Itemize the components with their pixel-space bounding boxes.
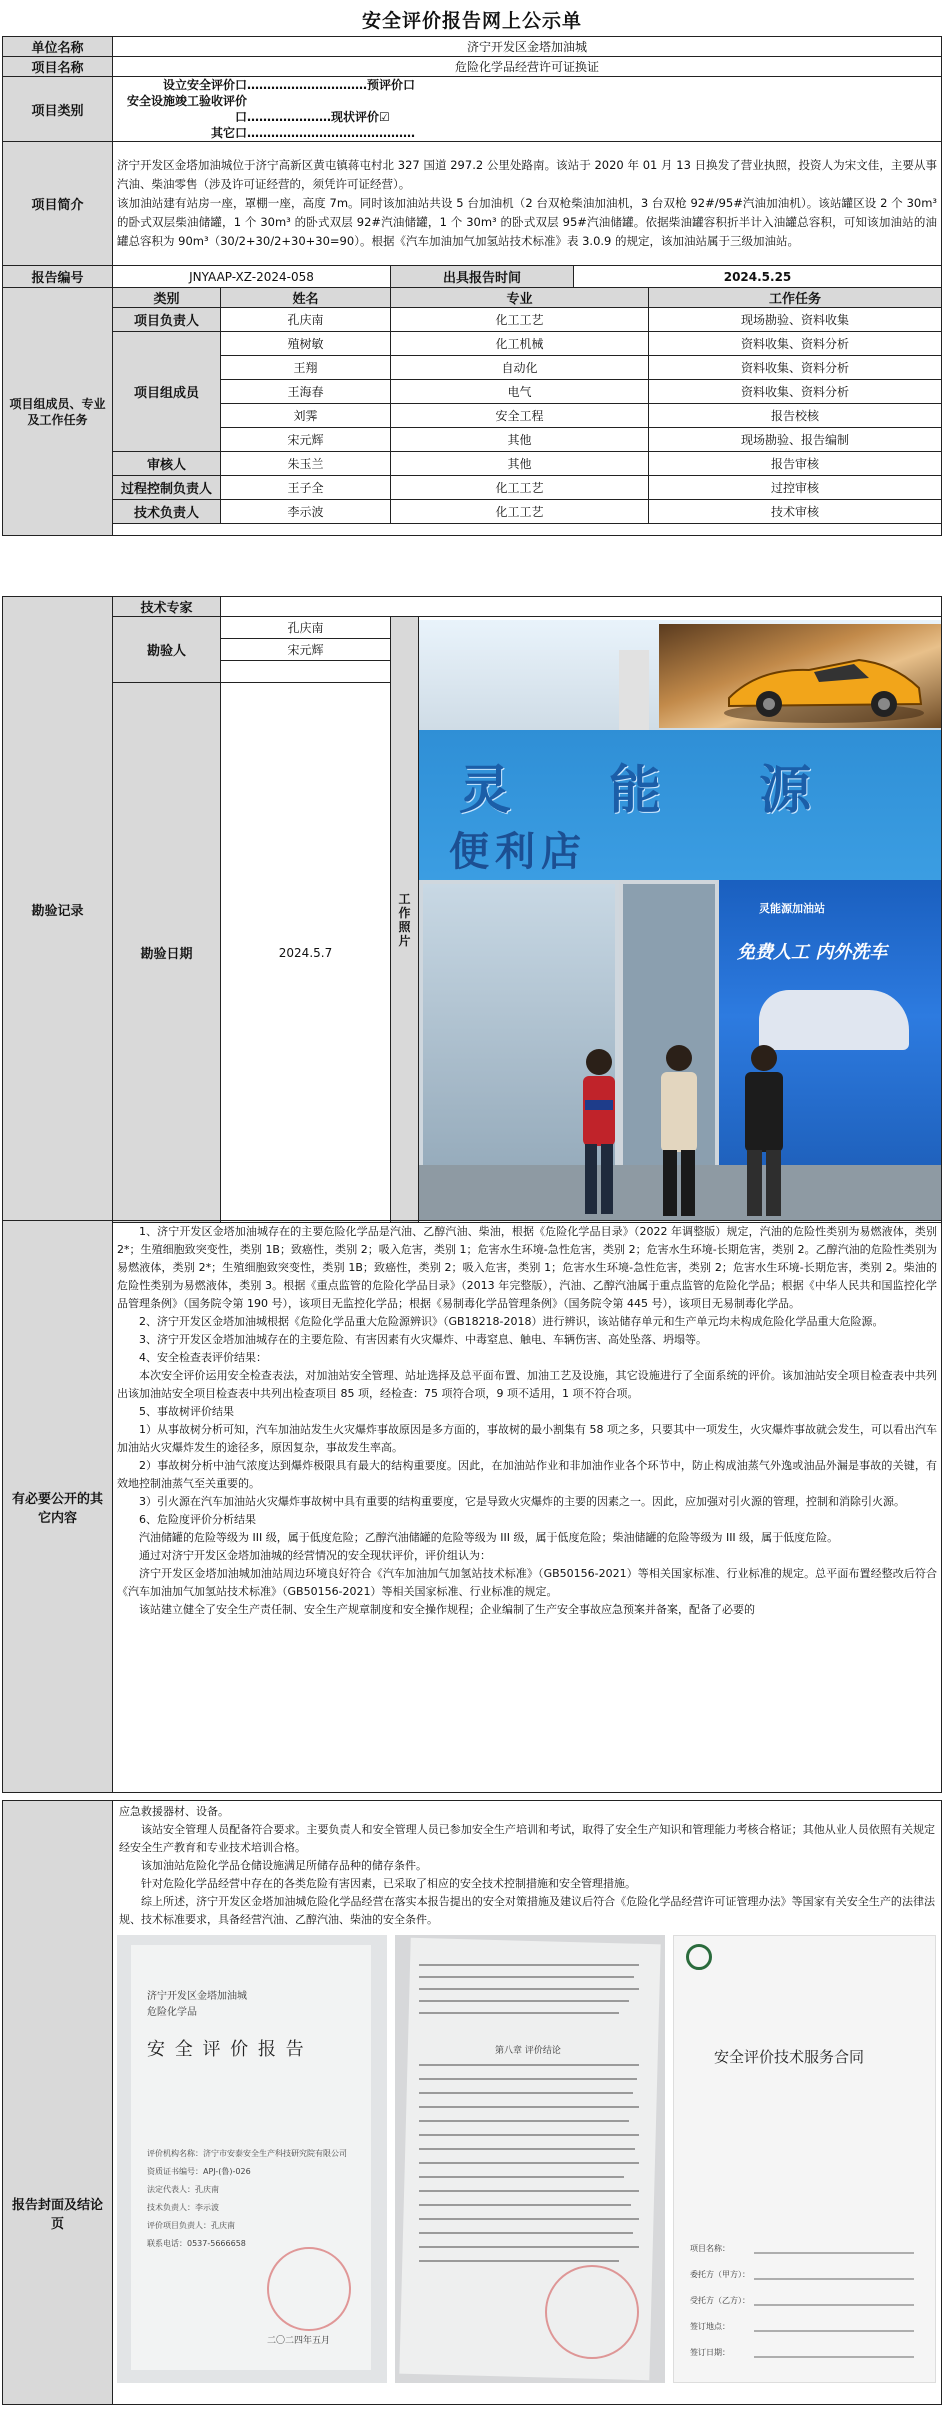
- tech-label: 技术负责人: [113, 500, 221, 524]
- reviewer-major: 其他: [391, 452, 649, 476]
- disclosure-paragraph: 1）从事故树分析可知，汽车加油站发生火灾爆炸事故原因是多方面的，事故树的最小割集有 58 项之多，只要其中一项发生，火灾爆炸事故就会发生，可以看出汽车加油站火灾爆炸发生的途径多，原因复杂，事故发生率高。: [117, 1423, 937, 1454]
- member-task: 现场勘验、报告编制: [649, 428, 942, 452]
- reviewer-task: 报告审核: [649, 452, 942, 476]
- report-cover-image: [117, 1935, 387, 2383]
- team-header-task: 工作任务: [649, 288, 942, 308]
- conclusion-page-image: [395, 1935, 665, 2383]
- member-name: 王海春: [221, 380, 391, 404]
- poster-text: 免费人工 内外洗车: [737, 941, 888, 963]
- intro-paragraph: 济宁开发区金塔加油城位于济宁高新区黄屯镇蒋屯村北 327 国道 297.2 公里处路南。该站于 2020 年 01 月 13 日换发了营业执照，投资人为宋文佳，主要从事汽油、柴油零售（涉及许可证经营的，须凭许可证经营）。: [117, 158, 938, 191]
- project-type-option: 安全设施竣工验收评价口…………………现状评价☑: [126, 94, 390, 124]
- intro-label: 项目简介: [3, 142, 113, 266]
- store-sign-sub: 便利店: [449, 828, 587, 875]
- reviewer-name: 朱玉兰: [221, 452, 391, 476]
- team-header-major: 专业: [391, 288, 649, 308]
- project-type-label: 项目类别: [3, 77, 113, 142]
- conclusion-seal: [545, 2265, 639, 2359]
- leader-task: 现场勘验、资料收集: [649, 308, 942, 332]
- surveyor-name: [221, 661, 391, 683]
- member-major: 自动化: [391, 356, 649, 380]
- conclusion-paragraph: 综上所述，济宁开发区金塔加油城危险化学品经营在落实本报告提出的安全对策措施及建议后符合《危险化学品经营许可证管理办法》等国家有关安全生产的法律法规、技术标准要求，具备经营汽油、乙醇汽油、柴油的安全条件。: [119, 1895, 935, 1926]
- tech-task: 技术审核: [649, 500, 942, 524]
- survey-table: [2, 596, 942, 1223]
- surveyor-name: 孔庆南: [221, 617, 391, 639]
- member-major: 其他: [391, 428, 649, 452]
- sports-car-image: [719, 638, 929, 728]
- disclosure-paragraph: 2）事故树分析中油气浓度达到爆炸极限具有最大的结构重要度。因此，在加油站作业和非加油作业各个环节中，防止构成油蒸气外逸或油品外漏是事故的关键，有效地控制油蒸气至关重要的。: [117, 1459, 937, 1490]
- poster-brand: 灵能源加油站: [759, 901, 825, 915]
- disclosure-paragraph: 济宁开发区金塔加油城加油站周边环境良好符合《汽车加油加气加氢站技术标准》（GB50156-2021）等相关国家标准、行业标准的规定。总平面布置经整改后符合《汽车加油加气加氢站技术标准》（GB50156-2021）等相关国家标准、行业标准的规定。: [117, 1567, 937, 1598]
- disclosure-paragraph: 3）引火源在汽车加油站火灾爆炸事故树中具有重要的结构重要度，它是导致火灾爆炸的主要的因素之一。因此，应加强对引火源的管理，控制和消除引火源。: [139, 1495, 905, 1508]
- page-title: 安全评价报告网上公示单: [361, 10, 582, 32]
- disclosure-paragraph: 本次安全评价运用安全检查表法，对加油站安全管理、站址选择及总平面布置、加油工艺及设施，其它设施进行了全面系统的评价。该加油站安全项目检查表中共列出该加油站安全项目检查表中共列出检查项目 85 项，经检查：75 项符合项，9 项不适用，1 项不符合项。: [117, 1369, 937, 1400]
- member-name: 宋元辉: [221, 428, 391, 452]
- member-major: 化工机械: [391, 332, 649, 356]
- cover-line: 评价机构名称：济宁市安泰安全生产科技研究院有限公司: [147, 2149, 347, 2158]
- cover-cell: [113, 1801, 942, 2405]
- project-name-value: 危险化学品经营许可证换证: [113, 57, 942, 77]
- cover-line: 资质证书编号：APJ-(鲁)-026: [147, 2167, 251, 2176]
- team-header-type: 类别: [113, 288, 221, 308]
- member-name: 殖树敏: [221, 332, 391, 356]
- info-table: [2, 36, 942, 536]
- cover-images: [113, 1931, 941, 2387]
- cover-line: 评价项目负责人：孔庆南: [147, 2221, 235, 2230]
- issue-time-value: 2024.5.25: [574, 266, 942, 288]
- photo-label: 工作照片: [391, 617, 419, 1223]
- member-major: 安全工程: [391, 404, 649, 428]
- conclusion-paragraph: 应急救援器材、设备。: [119, 1805, 229, 1818]
- disclosure-paragraph: 5、事故树评价结果: [139, 1405, 234, 1418]
- disclosure-label: 有必要公开的其它内容: [3, 1221, 113, 1793]
- member-task: 资料收集、资料分析: [649, 380, 942, 404]
- staff-people-image: [559, 1040, 819, 1220]
- disclosure-text: [113, 1221, 942, 1793]
- leader-name: 孔庆南: [221, 308, 391, 332]
- cover-line: 法定代表人：孔庆南: [147, 2185, 219, 2194]
- contract-line: 签订地点：: [690, 2322, 730, 2331]
- member-name: 刘霁: [221, 404, 391, 428]
- survey-label: 勘验记录: [3, 597, 113, 1223]
- cover-line: 联系电话：0537-5666658: [147, 2239, 246, 2248]
- cover-sub: 危险化学品: [147, 2007, 197, 2018]
- disclosure-paragraph: 该站建立健全了安全生产责任制、安全生产规章制度和安全操作规程；企业编制了生产安全事故应急预案并备案，配备了必要的: [139, 1603, 755, 1616]
- reviewer-label: 审核人: [113, 452, 221, 476]
- report-no-value: JNYAAP-XZ-2024-058: [113, 266, 391, 288]
- contract-line: 签订日期：: [690, 2348, 730, 2357]
- tech-major: 化工工艺: [391, 500, 649, 524]
- expert-value: [221, 597, 942, 617]
- cover-date: 二〇二四年五月: [267, 2336, 331, 2346]
- conclusion-paragraph: 该加油站危险化学品仓储设施满足所储存品种的储存条件。: [141, 1859, 427, 1872]
- member-task: 资料收集、资料分析: [649, 332, 942, 356]
- conclusion-heading: 第八章 评价结论: [495, 2046, 561, 2056]
- contract-logo-icon: [686, 1944, 712, 1970]
- project-type-options: [113, 77, 942, 142]
- store-sign-text: 灵 能 源: [459, 760, 852, 821]
- project-type-option: 其它口……………………………………: [210, 126, 415, 140]
- cover-line: 技术负责人：李示波: [147, 2203, 219, 2212]
- pump-column: [619, 650, 649, 730]
- team-header-name: 姓名: [221, 288, 391, 308]
- cover-seal: [267, 2247, 351, 2331]
- project-type-option: 设立安全评价口…………………………预评价口: [162, 78, 416, 92]
- work-photo: [419, 617, 942, 1223]
- process-name: 王子全: [221, 476, 391, 500]
- contract-line: 项目名称：: [690, 2244, 730, 2253]
- tech-name: 李示波: [221, 500, 391, 524]
- survey-date-value: 2024.5.7: [221, 683, 391, 1223]
- spacer: [113, 524, 942, 536]
- disclosure-paragraph: 6、危险度评价分析结果: [139, 1513, 256, 1526]
- expert-label: 技术专家: [113, 597, 221, 617]
- disclosure-paragraph: 汽油储罐的危险等级为 III 级，属于低度危险；乙醇汽油储罐的危险等级为 III 级，属于低度危险；柴油储罐的危险等级为 III 级，属于低度危险。: [139, 1531, 839, 1544]
- survey-date-label: 勘验日期: [113, 683, 221, 1223]
- cover-table: [2, 1800, 942, 2405]
- team-label: 项目组成员、专业及工作任务: [3, 288, 113, 536]
- conclusion-text: [113, 1801, 941, 1931]
- cover-org: 济宁开发区金塔加油城: [147, 1991, 247, 2002]
- member-name: 王翔: [221, 356, 391, 380]
- cover-title: 安 全 评 价 报 告: [147, 2039, 306, 2060]
- member-major: 电气: [391, 380, 649, 404]
- contract-title: 安全评价技术服务合同: [714, 2048, 865, 2066]
- member-task: 报告校核: [649, 404, 942, 428]
- report-no-label: 报告编号: [3, 266, 113, 288]
- process-major: 化工工艺: [391, 476, 649, 500]
- contract-underlines: [754, 2251, 924, 2371]
- contract-line: 受托方（乙方）：: [690, 2296, 750, 2305]
- contract-line: 委托方（甲方）：: [690, 2270, 750, 2279]
- surveyor-name: 宋元辉: [221, 639, 391, 661]
- issue-time-label: 出具报告时间: [391, 266, 574, 288]
- unit-label: 单位名称: [3, 37, 113, 57]
- member-task: 资料收集、资料分析: [649, 356, 942, 380]
- conclusion-paragraph: 该站安全管理人员配备符合要求。主要负责人和安全管理人员已参加安全生产培训和考试，取得了安全生产知识和管理能力考核合格证；其他从业人员依照有关规定经安全生产教育和专业技术培训合格。: [119, 1823, 935, 1854]
- leader-major: 化工工艺: [391, 308, 649, 332]
- contract-image: [673, 1935, 936, 2383]
- disclosure-paragraph: 1、济宁开发区金塔加油城存在的主要危险化学品是汽油、乙醇汽油、柴油，根据《危险化学品目录》（2022 年调整版）规定，汽油的危险性类别为易燃液体，类别 2*；生殖细胞致突变性，类别 1B；致癌性，类别 2；吸入危害，类别 1；危害水生环境-急性危害，类别 2；危害水生环境-长期危害，类别 2。乙醇汽油的危险性类别为易燃液体，类别 2*；生殖细胞致突变性，类别 1B；致癌性，类别 2；吸入危害，类别 1；危害水生环境-急性危害，类别 2；危害水生环境-长期危害，类别 2。柴油的危险性类别为易燃液体，类别 3。根据《重点监管的危险化学品目录》（2013 年完整版），汽油、乙醇汽油属于重点监管的危险化学品；根据《中华人民共和国监控化学品管理条例》（国务院令第 190 号），该项目无监控化学品；根据《易制毒化学品管理条例》（国务院令第 445 号），该项目无易制毒化学品。: [117, 1225, 937, 1310]
- disclosure-table: [2, 1220, 942, 1793]
- disclosure-paragraph: 3、济宁开发区金塔加油城存在的主要危险、有害因素有火灾爆炸、中毒窒息、触电、车辆伤害、高处坠落、坍塌等。: [139, 1333, 707, 1346]
- project-name-label: 项目名称: [3, 57, 113, 77]
- process-task: 过控审核: [649, 476, 942, 500]
- intro-text: [113, 142, 942, 266]
- disclosure-paragraph: 4、安全检查表评价结果：: [139, 1351, 267, 1364]
- intro-paragraph: 该加油站建有站房一座，罩棚一座，高度 7m。同时该加油站共设 5 台加油机（2 台双枪柴油加油机，3 台双枪 92#/95#汽油加油机）。该站罐区设 2 个 30m³ 的卧式双层柴油储罐，1 个 30m³ 的卧式双层 92#汽油储罐，1 个 30m³ 的卧式双层 95#汽油储罐。依据柴油罐容积折半计入油罐总容积，可知该加油站的油罐总容积为 90m³（30/2+30/2+30+30=90）。根据《汽车加油加气加氢站技术标准》表 3.0.9 的规定，该加油站属于三级加油站。: [117, 196, 938, 248]
- disclosure-paragraph: 通过对济宁开发区金塔加油城的经营情况的安全现状评价，评价组认为：: [139, 1549, 491, 1562]
- member-label: 项目组成员: [113, 332, 221, 452]
- cover-label: 报告封面及结论页: [3, 1801, 113, 2405]
- disclosure-paragraph: 2、济宁开发区金塔加油城根据《危险化学品重大危险源辨识》（GB18218-2018）进行辨识，该站储存单元和生产单元均未构成危险化学品重大危险源。: [139, 1315, 884, 1328]
- leader-label: 项目负责人: [113, 308, 221, 332]
- surveyor-label: 勘验人: [113, 617, 221, 683]
- unit-value: 济宁开发区金塔加油城: [113, 37, 942, 57]
- process-label: 过程控制负责人: [113, 476, 221, 500]
- conclusion-paragraph: 针对危险化学品经营中存在的各类危险有害因素，已采取了相应的安全技术控制措施和安全管理措施。: [141, 1877, 636, 1890]
